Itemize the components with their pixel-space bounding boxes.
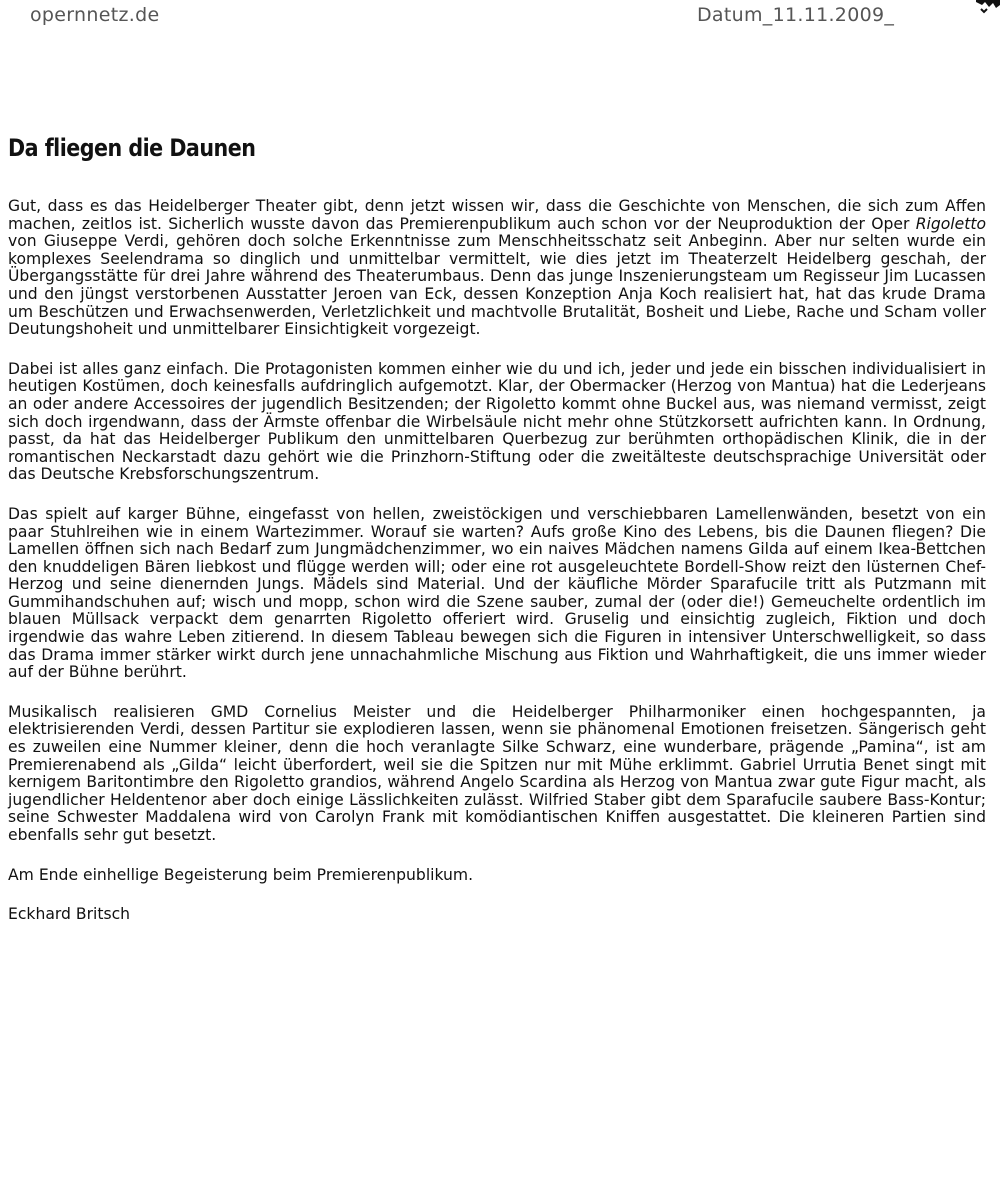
paragraph-2: Dabei ist alles ganz einfach. Die Protagonisten kommen einher wie du und ich, jeder und jede ein bisschen individualisiert in heutigen Kostümen, doch keinesfalls aufdringlich aufgemotzt. Klar, der Obermacker (Herzog von Mantua) hat die Lederjeans an oder andere Accessoires der jugendlich Besitzenden; der Rigoletto kommt ohne Buckel aus, was niemand vermisst, zeigt sich doch irgendwann, dass der Ärmste offenbar die Wirbelsäule nicht mehr ohne Stützkorsett aufrichten kann. In Ordnung, passt, da hat das Heidelberger Publikum den unmittelbaren Querbezug zur berühmten orthopädischen Klinik, die in der romantischen Neckarstadt dazu gehört wie die Prinzhorn-Stiftung oder die zweitälteste deutschsprachige Universität oder das Deutsche Krebsforschungszentrum. <box>8 359 986 484</box>
author-name: Eckhard Britsch <box>8 905 131 924</box>
paragraph-3: Das spielt auf karger Bühne, eingefasst von hellen, zweistöckigen und verschiebbaren Lamellenwänden, besetzt von ein paar Stuhlreihen wie in einem Wartezimmer. Worauf sie warten? Aufs große Kino des Lebens, bis die Daunen fliegen? Die Lamellen öffnen sich nach Bedarf zum Jungmädchenzimmer, wo ein naives Mädchen namens Gilda auf einem Ikea-Bettchen den knuddeligen Bären liebkost und flügge werden will; oder eine rot ausgeleuchtete Bordell-Show reizt den lüsternen Chef-Herzog und seine dienernden Jungs. Mädels sind Material. Und der käufliche Mörder Sparafucile tritt als Putzmann mit Gummihandschuhen auf; wisch und mopp, schon wird die Szene sauber, zumal der (oder die!) Gemeuchelte ordentlich im blauen Müllsack verpackt dem genarrten Rigoletto offeriert wird. Gruselig und einsichtig zugleich, Fiktion und doch irgendwie das wahre Leben zitierend. In diesem Tableau bewegen sich die Figuren in intensiver Unterschwelligkeit, so dass das Drama immer stärker wirkt durch jene unnachahmliche Mischung aus Fiktion und Wahrhaftigkeit, die uns immer wieder auf der Bühne berührt. <box>8 504 986 682</box>
opera-title: Rigoletto <box>915 214 986 233</box>
closing-line: Am Ende einhellige Begeisterung beim Premierenpublikum. <box>8 865 474 884</box>
paragraph-1-text-end: von Giuseppe Verdi, gehören doch solche Erkenntnisse zum Menschheitsschatz seit Anbeginn. Aber nur selten wurde ein komplexes Seelendrama so dinglich und unmittelbar vermittelt, wie dies jetzt im Theaterzelt Heidelberg geschah, der Übergangsstätte für drei Jahre während des Theaterumbaus. Denn das junge Inszenierungsteam um Regisseur Jim Lucassen und den jüngst verstorbenen Ausstatter Jeroen van Eck, dessen Konzeption Anja Koch realisiert hat, hat das krude Drama um Beschützen und Erwachsenwerden, Verletzlichkeit und machtvolle Brutalität, Bosheit und Liebe, Rache und Scham voller Deutungshoheit und unmittelbarer Einsichtigkeit vorgezeigt. <box>8 232 986 339</box>
paragraph-4: Musikalisch realisieren GMD Cornelius Meister und die Heidelberger Philharmoniker einen hochgespannten, ja elektrisierenden Verdi, dessen Partitur sie explodieren lassen, wenn sie phänomenal Emotionen freisetzen. Sängerisch geht es zuweilen eine Nummer kleiner, denn die hoch veranlagte Silke Schwarz, eine wunderbare, prägende „Pamina“, ist am Premierenabend als „Gilda“ leicht überfordert, weil sie die Spitzen nur mit Mühe erklimmt. Gabriel Urrutia Benet singt mit kernigem Baritontimbre den Rigoletto grandios, während Angelo Scardina als Herzog von Mantua zwar gute Figur macht, als jugendlicher Heldentenor aber doch einige Lässlichkeiten zulässt. Wilfried Staber gibt dem Sparafucile saubere Bass-Kontur; seine Schwester Maddalena wird von Carolyn Frank mit komödiantischen Kniffen ausgestattet. Die kleineren Partien sind ebenfalls sehr gut besetzt. <box>8 702 986 844</box>
paragraph-1 <box>8 198 986 339</box>
corner-stamp-fragment <box>976 0 1000 14</box>
article-body <box>8 198 986 924</box>
site-name: opernnetz.de <box>30 4 160 26</box>
paragraph-1-text-start: Gut, dass es das Heidelberger Theater gibt, denn jetzt wissen wir, dass die Geschichte von Menschen, die sich zum Affen machen, zeitlos ist. Sicherlich wusste davon das Premierenpublikum auch schon vor der Neuproduktion der Oper <box>8 197 986 233</box>
document-date: Datum_11.11.2009_ <box>697 4 895 26</box>
article-title: Da fliegen die Daunen <box>8 134 256 162</box>
